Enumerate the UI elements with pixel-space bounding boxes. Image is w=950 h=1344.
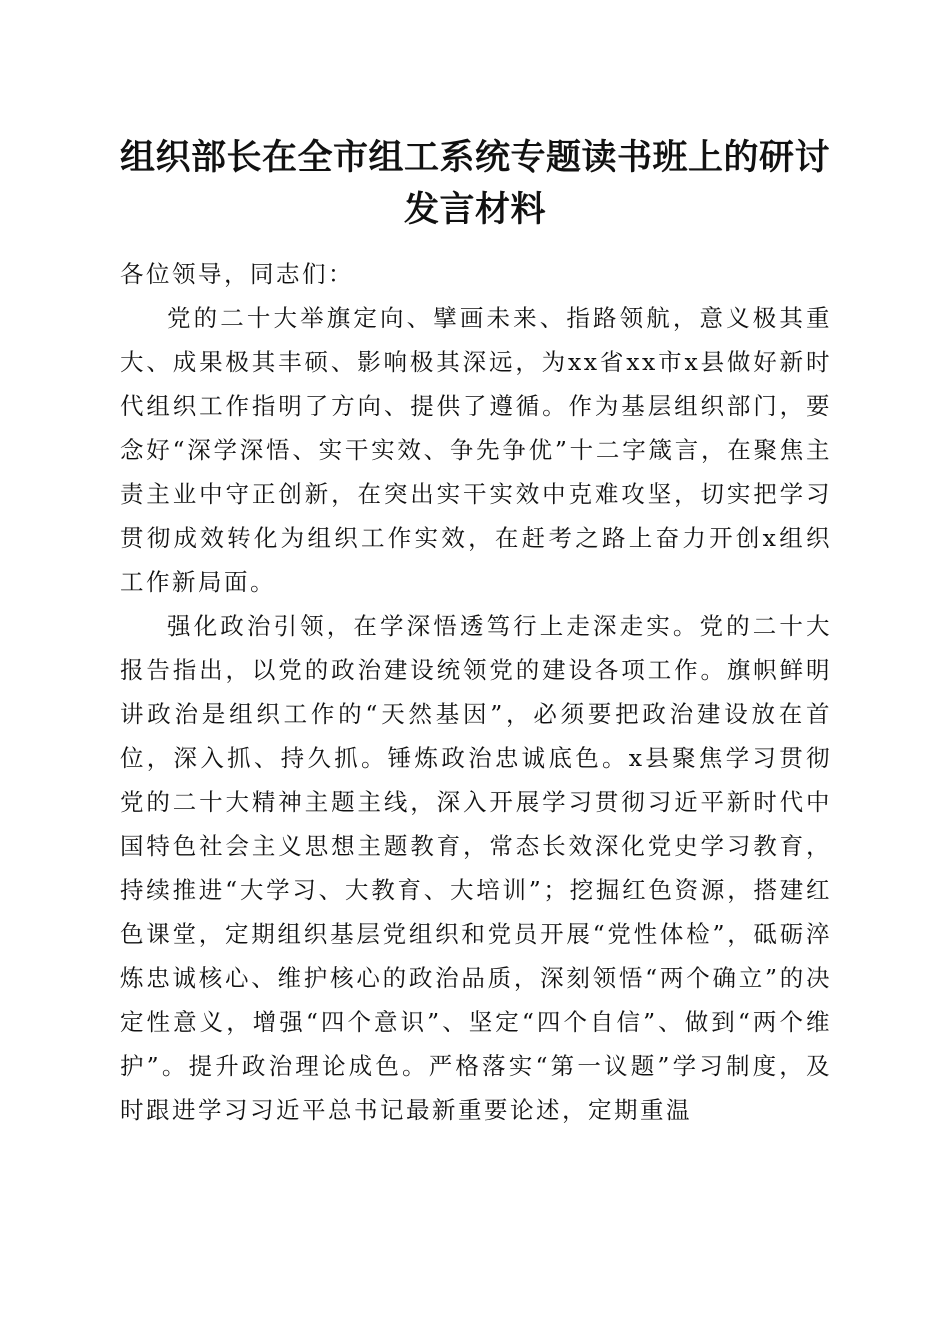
salutation: 各位领导，同志们：	[120, 260, 354, 288]
document-title	[110, 132, 840, 236]
paragraph-intro: 党的二十大举旗定向、擘画未来、指路领航，意义极其重大、成果极其丰硕、影响极其深远，为xx省xx市x县做好新时代组织工作指明了方向、提供了遵循。作为基层组织部门，要念好“深学深悟、实干实效、争先争优”十二字箴言，在聚焦主责主业中守正创新，在突出实干实效中克难攻坚，切实把学习贯彻成效转化为组织工作实效，在赶考之路上奋力开创x组织工作新局面。	[120, 304, 832, 596]
document-body	[120, 252, 832, 1132]
title-line-2: 发言材料	[403, 190, 546, 230]
title-line-1: 组织部长在全市组工系统专题读书班上的研讨	[119, 138, 830, 178]
paragraph-political-leadership: 强化政治引领，在学深悟透笃行上走深走实。党的二十大报告指出，以党的政治建设统领党的建设各项工作。旗帜鲜明讲政治是组织工作的“天然基因”，必须要把政治建设放在首位，深入抓、持久抓。锤炼政治忠诚底色。x县聚焦学习贯彻党的二十大精神主题主线，深入开展学习贯彻习近平新时代中国特色社会主义思想主题教育，常态长效深化党史学习教育，持续推进“大学习、大教育、大培训”；挖掘红色资源，搭建红色课堂，定期组织基层党组织和党员开展“党性体检”，砥砺淬炼忠诚核心、维护核心的政治品质，深刻领悟“两个确立”的决定性意义，增强“四个意识”、坚定“四个自信”、做到“两个维护”。提升政治理论成色。严格落实“第一议题”学习制度，及时跟进学习习近平总书记最新重要论述，定期重温	[120, 612, 832, 1124]
